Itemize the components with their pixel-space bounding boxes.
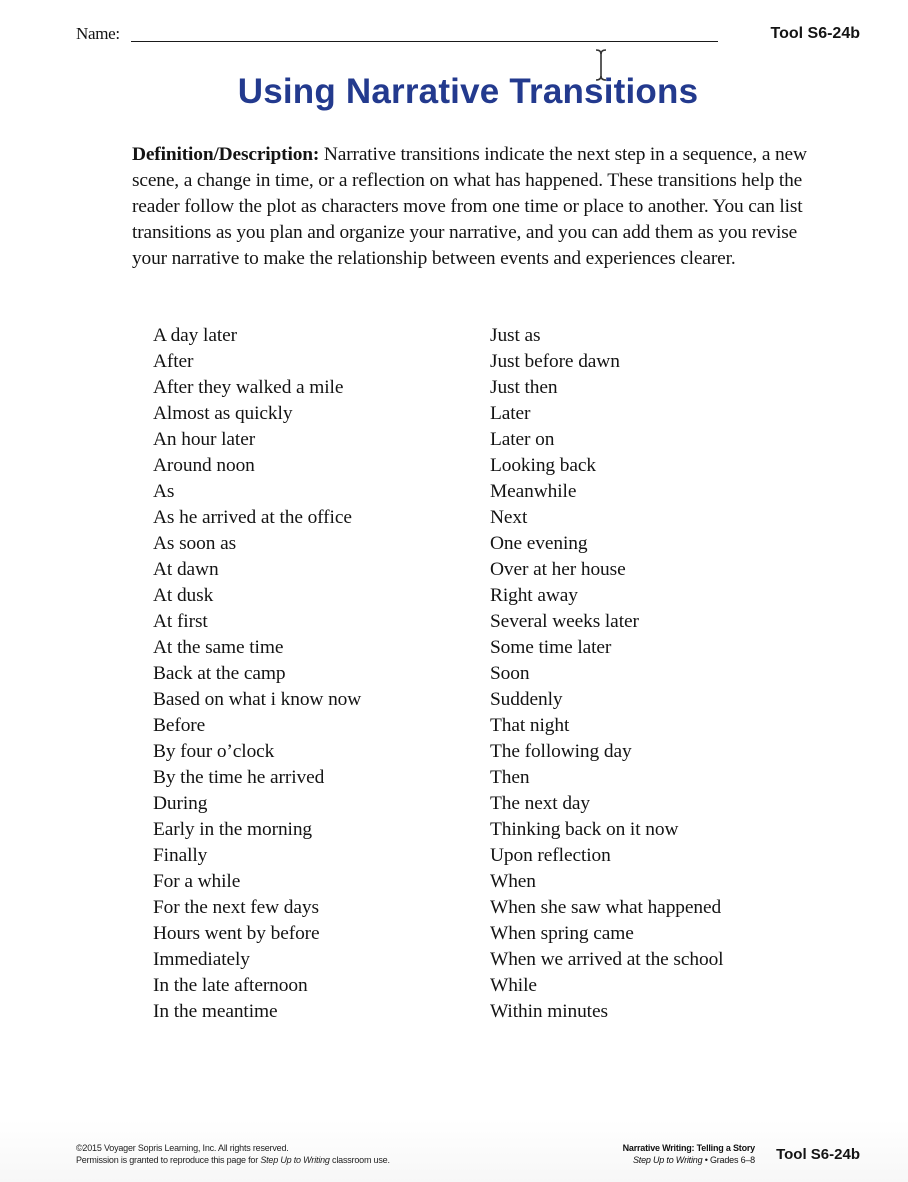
transition-item: Some time later xyxy=(490,637,612,658)
transition-item: Upon reflection xyxy=(490,845,611,866)
transition-item: At dusk xyxy=(153,585,214,606)
footer-series-block xyxy=(623,1143,755,1166)
definition-label: Definition/Description: xyxy=(132,144,320,165)
transition-item: As he arrived at the office xyxy=(153,507,352,528)
transition-item: Finally xyxy=(153,845,208,866)
transition-item: Next xyxy=(490,507,528,528)
transition-item: When spring came xyxy=(490,923,634,944)
program-grades xyxy=(623,1155,755,1167)
definition-paragraph xyxy=(132,142,822,272)
transition-item: When she saw what happened xyxy=(490,897,722,918)
transition-item: During xyxy=(153,793,208,814)
program-title: Step Up to Writing xyxy=(632,1154,703,1165)
permission-prefix: Permission is granted to reproduce this page for xyxy=(76,1154,261,1165)
transition-item: Right away xyxy=(490,585,578,606)
transition-item: An hour later xyxy=(153,429,256,450)
transition-item: That night xyxy=(490,715,570,736)
transition-item: Suddenly xyxy=(490,689,563,710)
transition-item: Within minutes xyxy=(490,1001,608,1022)
transition-item: Later xyxy=(490,403,531,424)
transition-item: Back at the camp xyxy=(153,663,286,684)
transition-item: Immediately xyxy=(153,949,250,970)
copyright-text: ©2015 Voyager Sopris Learning, Inc. All rights reserved. xyxy=(76,1143,289,1153)
transition-item: After they walked a mile xyxy=(153,377,344,398)
transition-item: While xyxy=(490,975,537,996)
transition-item: In the late afternoon xyxy=(153,975,308,996)
transition-item: Then xyxy=(490,767,530,788)
transition-item: By four o’clock xyxy=(153,741,275,762)
transition-item: Based on what i know now xyxy=(153,689,362,710)
transition-item: For a while xyxy=(153,871,241,892)
transitions-list-right xyxy=(490,323,723,1025)
transition-item: Meanwhile xyxy=(490,481,577,502)
tool-id-header: Tool S6-24b xyxy=(770,25,860,42)
transition-item: For the next few days xyxy=(153,897,319,918)
permission-text xyxy=(76,1155,390,1167)
transition-item: As xyxy=(153,481,175,502)
transition-item: The following day xyxy=(490,741,632,762)
transition-item: Several weeks later xyxy=(490,611,639,632)
transition-item: By the time he arrived xyxy=(153,767,325,788)
transitions-list-left xyxy=(153,323,361,1025)
name-field-line[interactable] xyxy=(131,41,718,42)
transition-item: Around noon xyxy=(153,455,255,476)
series-title: Narrative Writing: Telling a Story xyxy=(622,1143,755,1153)
transition-item: Just before dawn xyxy=(490,351,620,372)
grades-text: • Grades 6–8 xyxy=(702,1154,755,1165)
transition-item: Before xyxy=(153,715,206,736)
transition-item: In the meantime xyxy=(153,1001,278,1022)
transition-item: As soon as xyxy=(153,533,237,554)
transition-item: Soon xyxy=(490,663,530,684)
transition-item: When xyxy=(490,871,536,892)
transition-item: Thinking back on it now xyxy=(490,819,679,840)
transition-item: Hours went by before xyxy=(153,923,320,944)
transition-item: At the same time xyxy=(153,637,284,658)
footer-copyright-block xyxy=(76,1143,390,1166)
transition-item: Just as xyxy=(490,325,541,346)
transition-item: Later on xyxy=(490,429,555,450)
page-title: Using Narrative Transitions xyxy=(237,72,699,111)
permission-suffix: classroom use. xyxy=(329,1154,390,1165)
transition-item: Looking back xyxy=(490,455,596,476)
transition-item: At first xyxy=(153,611,208,632)
permission-title: Step Up to Writing xyxy=(260,1154,330,1165)
name-label: Name: xyxy=(76,24,120,43)
transition-item: One evening xyxy=(490,533,588,554)
transition-item: Over at her house xyxy=(490,559,626,580)
transition-item: Early in the morning xyxy=(153,819,313,840)
transition-item: At dawn xyxy=(153,559,219,580)
transition-item: Just then xyxy=(490,377,558,398)
transition-item: After xyxy=(153,351,194,372)
transition-item: The next day xyxy=(490,793,591,814)
transition-item: When we arrived at the school xyxy=(490,949,724,970)
transition-item: A day later xyxy=(153,325,237,346)
transition-item: Almost as quickly xyxy=(153,403,293,424)
definition-text: Narrative transitions indicate the next step in a sequence, a new scene, a change in time, or a reflection on what has happened. These transitions help the reader follow the plot as characters move from one time or place to another. You can list transitions as you plan and organize your narrative, and you can add them as you revise your narrative to make the relationship between events and experiences clearer. xyxy=(132,144,807,269)
tool-id-footer: Tool S6-24b xyxy=(776,1146,860,1163)
